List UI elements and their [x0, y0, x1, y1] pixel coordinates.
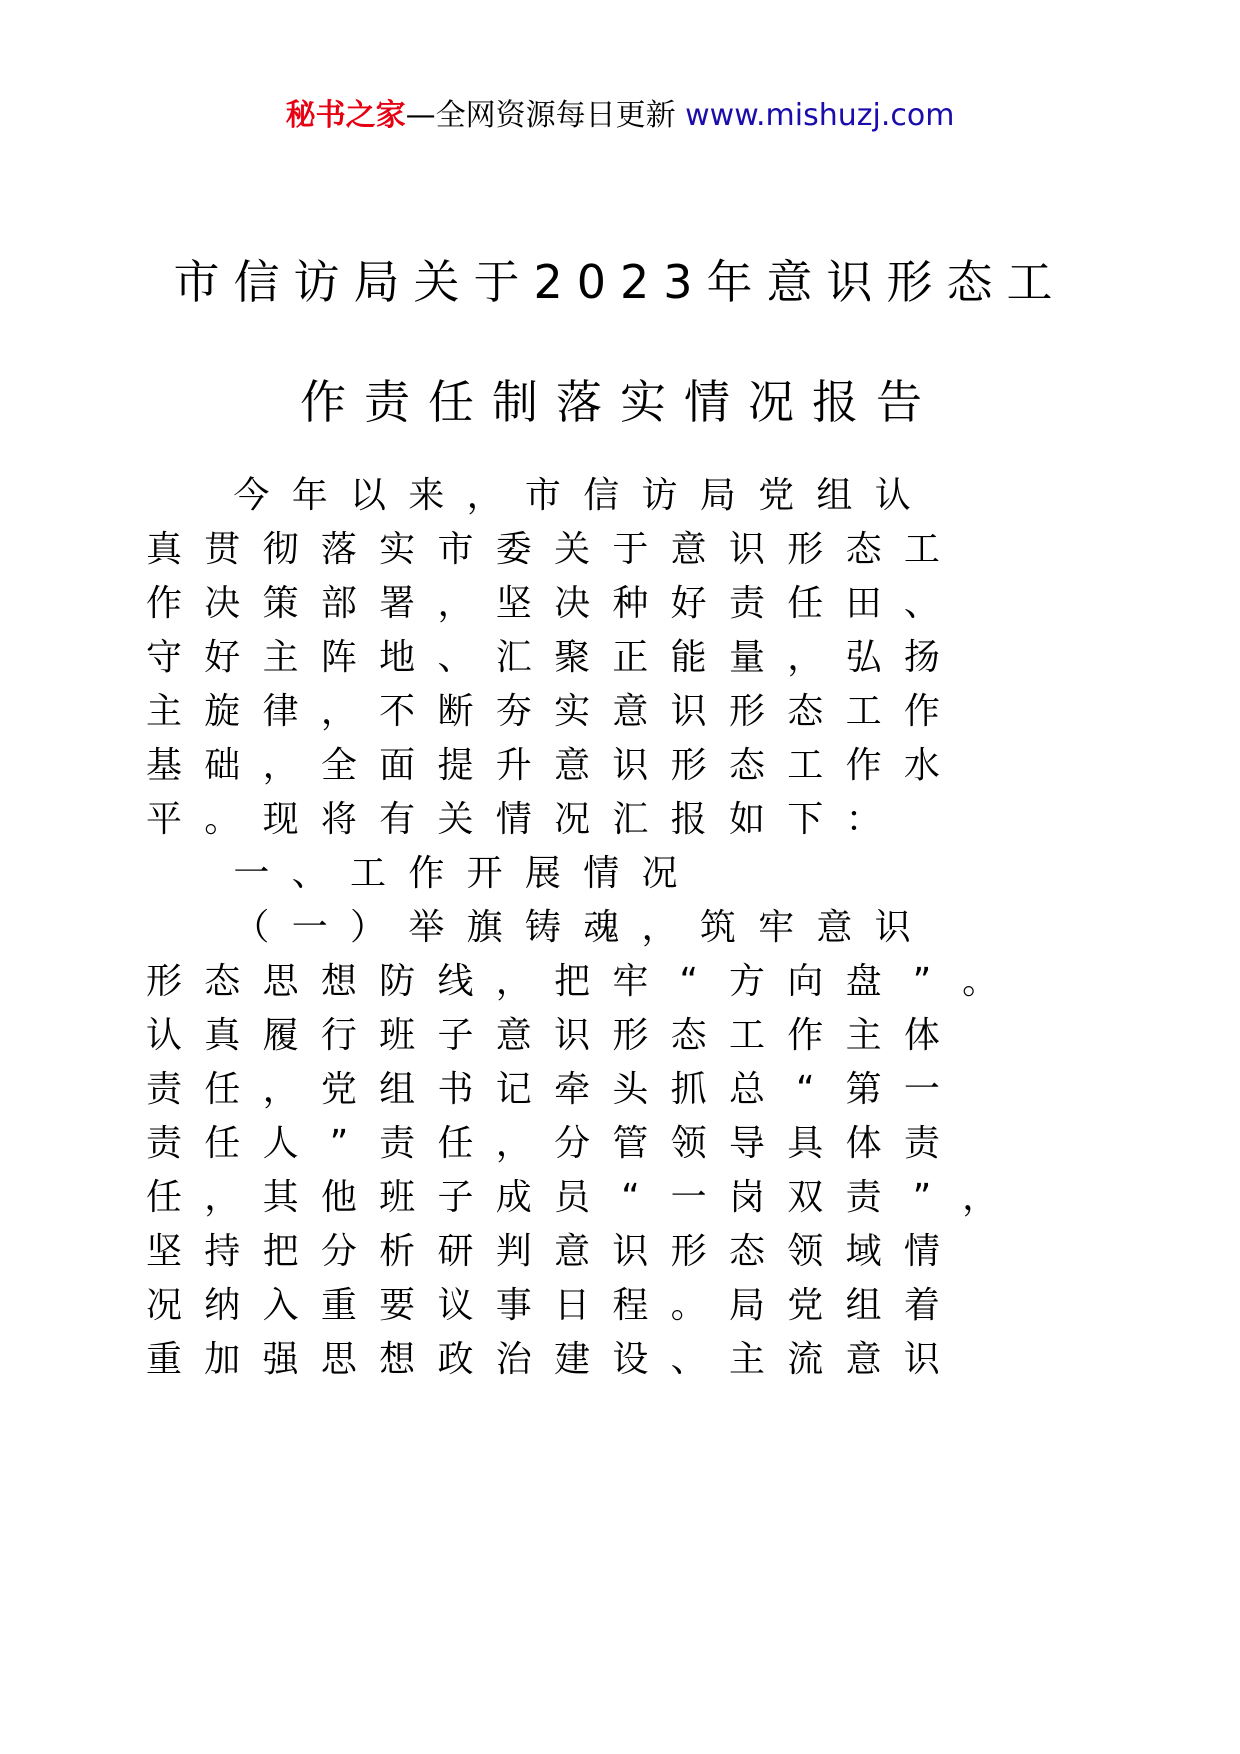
body-char: 形 [670, 1231, 707, 1272]
body-char: 牢 [612, 961, 649, 1002]
body-char: 责 [145, 1069, 182, 1110]
body-char: 思 [320, 1339, 357, 1380]
body-char: 工 [845, 691, 882, 732]
body-char: 一 [233, 853, 270, 894]
body-line [0, 1168, 1240, 1228]
body-char: 坚 [495, 583, 532, 624]
body-char: 况 [641, 853, 678, 894]
body-char: 关 [554, 529, 591, 570]
body-char: 提 [437, 745, 474, 786]
body-char: 管 [612, 1123, 649, 1164]
body-char: 魂 [583, 907, 620, 948]
body-char: 任 [204, 1123, 241, 1164]
body-line [0, 682, 1240, 742]
body-line [0, 520, 1240, 580]
body-char: 持 [204, 1231, 241, 1272]
body-char: 、 [903, 583, 940, 624]
body-char: 责 [145, 1123, 182, 1164]
body-line [0, 1114, 1240, 1174]
body-char: 夯 [495, 691, 532, 732]
body-char: “ [679, 961, 699, 1002]
body-char: 想 [379, 1339, 416, 1380]
body-char: 、 [437, 637, 474, 678]
body-line [0, 628, 1240, 688]
body-char: 市 [437, 529, 474, 570]
brand-name: 秘书之家 [285, 98, 406, 133]
body-char: 形 [670, 745, 707, 786]
body-line [0, 952, 1240, 1012]
body-char: 守 [145, 637, 182, 678]
body-char: （ [233, 907, 270, 948]
body-char: 情 [583, 853, 620, 894]
body-line [0, 736, 1240, 796]
body-char: 班 [379, 1015, 416, 1056]
body-char: 着 [903, 1285, 940, 1326]
body-char: 子 [437, 1015, 474, 1056]
body-char: 聚 [554, 637, 591, 678]
body-char: 年 [291, 475, 328, 516]
body-char: 子 [437, 1177, 474, 1218]
body-char: 识 [903, 1339, 940, 1380]
body-line [0, 1330, 1240, 1390]
body-char: 强 [262, 1339, 299, 1380]
body-char: 工 [787, 745, 824, 786]
body-char: 决 [204, 583, 241, 624]
body-char: 思 [262, 961, 299, 1002]
header-slogan: —全网资源每日更新 [405, 98, 686, 133]
body-char: “ [795, 1069, 815, 1110]
body-char: 体 [903, 1015, 940, 1056]
body-char: 态 [204, 961, 241, 1002]
body-char: 筑 [699, 907, 736, 948]
body-char: 书 [437, 1069, 474, 1110]
body-char: 防 [379, 961, 416, 1002]
body-char: 。 [670, 1285, 707, 1326]
body-char: 牵 [554, 1069, 591, 1110]
body-char: 报 [670, 799, 707, 840]
body-char: 责 [728, 583, 765, 624]
body-char: 域 [845, 1231, 882, 1272]
body-char: 任 [437, 1123, 474, 1164]
document-title-line-2: 作责任制落实情况报告 [300, 375, 940, 429]
body-char: 正 [612, 637, 649, 678]
body-char: 作 [408, 853, 445, 894]
body-char: 履 [262, 1015, 299, 1056]
body-char: 好 [670, 583, 707, 624]
body-char: 旗 [466, 907, 503, 948]
body-char: 分 [554, 1123, 591, 1164]
body-char: 部 [320, 583, 357, 624]
body-char: 局 [728, 1285, 765, 1326]
body-char: 识 [612, 745, 649, 786]
body-char: 情 [903, 1231, 940, 1272]
body-char: 。 [204, 799, 241, 840]
body-line [0, 1276, 1240, 1336]
body-char: 意 [670, 529, 707, 570]
body-char: 田 [845, 583, 882, 624]
body-char: 一 [291, 907, 328, 948]
body-char: 入 [262, 1285, 299, 1326]
body-char: 判 [495, 1231, 532, 1272]
body-char: 向 [787, 961, 824, 1002]
body-line [0, 574, 1240, 634]
body-char: 。 [962, 961, 999, 1002]
body-char: 种 [612, 583, 649, 624]
body-char: 局 [699, 475, 736, 516]
body-line [0, 844, 1240, 904]
body-char: 牢 [758, 907, 795, 948]
body-char: 阵 [320, 637, 357, 678]
body-char: 态 [845, 529, 882, 570]
body-char: 任 [145, 1177, 182, 1218]
body-char: 情 [495, 799, 532, 840]
body-char: 形 [145, 961, 182, 1002]
body-char: 工 [350, 853, 387, 894]
body-char: 建 [554, 1339, 591, 1380]
body-char: ： [845, 799, 882, 840]
body-char: 以 [350, 475, 387, 516]
body-char: 、 [670, 1339, 707, 1380]
body-char: 举 [408, 907, 445, 948]
body-char: 议 [437, 1285, 474, 1326]
body-char: 形 [787, 529, 824, 570]
body-char: ， [495, 1123, 532, 1164]
body-char: 日 [554, 1285, 591, 1326]
body-char: 意 [845, 1339, 882, 1380]
body-char: 弘 [845, 637, 882, 678]
body-char: 识 [874, 907, 911, 948]
body-char: 态 [787, 691, 824, 732]
body-char: 主 [845, 1015, 882, 1056]
body-char: 识 [670, 691, 707, 732]
body-char: 认 [874, 475, 911, 516]
body-line [0, 790, 1240, 850]
body-line [0, 1060, 1240, 1120]
body-char: ） [350, 907, 387, 948]
body-char: 其 [262, 1177, 299, 1218]
body-char: 落 [320, 529, 357, 570]
body-char: 今 [233, 475, 270, 516]
body-char: 市 [524, 475, 561, 516]
body-char: 研 [437, 1231, 474, 1272]
body-char: 升 [495, 745, 532, 786]
body-char: 来 [408, 475, 445, 516]
body-char: 关 [437, 799, 474, 840]
body-char: 加 [204, 1339, 241, 1380]
body-char: 况 [554, 799, 591, 840]
body-char: 想 [320, 961, 357, 1002]
body-char: 政 [437, 1339, 474, 1380]
body-char: ， [466, 475, 503, 516]
body-char: 责 [845, 1177, 882, 1218]
body-char: 量 [728, 637, 765, 678]
body-char: 任 [204, 1069, 241, 1110]
body-char: 重 [145, 1339, 182, 1380]
body-char: 署 [379, 583, 416, 624]
body-char: ， [320, 691, 357, 732]
body-char: 组 [379, 1069, 416, 1110]
body-char: 双 [787, 1177, 824, 1218]
body-char: 事 [495, 1285, 532, 1326]
body-char: 责 [903, 1123, 940, 1164]
body-char: 总 [728, 1069, 765, 1110]
body-char: 把 [554, 961, 591, 1002]
body-char: 旋 [204, 691, 241, 732]
body-line [0, 1222, 1240, 1282]
body-char: 彻 [262, 529, 299, 570]
body-char: 组 [816, 475, 853, 516]
site-header [0, 96, 1240, 136]
body-char: 识 [728, 529, 765, 570]
body-char: 组 [845, 1285, 882, 1326]
body-char: 识 [554, 1015, 591, 1056]
body-char: 第 [845, 1069, 882, 1110]
site-url[interactable]: www.mishuzj.com [685, 98, 955, 133]
body-char: 分 [320, 1231, 357, 1272]
body-char: 党 [787, 1285, 824, 1326]
body-char: 作 [787, 1015, 824, 1056]
body-char: 行 [320, 1015, 357, 1056]
body-char: 断 [437, 691, 474, 732]
body-char: 析 [379, 1231, 416, 1272]
body-char: 现 [262, 799, 299, 840]
body-char: 党 [758, 475, 795, 516]
body-char: 面 [379, 745, 416, 786]
body-char: ” [912, 961, 932, 1002]
body-char: 真 [204, 1015, 241, 1056]
body-char: 访 [641, 475, 678, 516]
body-char: 作 [903, 691, 940, 732]
document-title-line-1: 市信访局关于2023年意识形态工 [173, 255, 1067, 309]
body-char: 领 [670, 1123, 707, 1164]
body-char: 有 [379, 799, 416, 840]
body-char: 盘 [845, 961, 882, 1002]
body-char: 意 [816, 907, 853, 948]
body-char: 作 [145, 583, 182, 624]
body-char: 础 [204, 745, 241, 786]
body-char: 全 [320, 745, 357, 786]
body-char: 水 [903, 745, 940, 786]
body-line [0, 1006, 1240, 1066]
body-char: 策 [262, 583, 299, 624]
body-char: 记 [495, 1069, 532, 1110]
body-char: 下 [787, 799, 824, 840]
body-char: 形 [612, 1015, 649, 1056]
body-char: 人 [262, 1123, 299, 1164]
body-char: ， [437, 583, 474, 624]
body-char: 实 [554, 691, 591, 732]
body-char: ” [912, 1177, 932, 1218]
body-char: 态 [728, 1231, 765, 1272]
body-char: 体 [845, 1123, 882, 1164]
body-char: 一 [903, 1069, 940, 1110]
body-char: 纳 [204, 1285, 241, 1326]
body-char: 律 [262, 691, 299, 732]
body-char: ， [262, 1069, 299, 1110]
body-char: 主 [262, 637, 299, 678]
body-char: 主 [145, 691, 182, 732]
body-char: 如 [728, 799, 765, 840]
body-char: 实 [379, 529, 416, 570]
body-char: 汇 [612, 799, 649, 840]
body-char: 意 [554, 1231, 591, 1272]
body-char: ， [787, 637, 824, 678]
body-char: 把 [262, 1231, 299, 1272]
body-char: 班 [379, 1177, 416, 1218]
body-char: 好 [204, 637, 241, 678]
body-char: 铸 [524, 907, 561, 948]
body-char: 况 [145, 1285, 182, 1326]
body-char: 党 [320, 1069, 357, 1110]
body-char: 员 [554, 1177, 591, 1218]
body-char: 态 [670, 1015, 707, 1056]
body-char: 线 [437, 961, 474, 1002]
body-char: ” [329, 1123, 349, 1164]
body-char: 程 [612, 1285, 649, 1326]
body-char: 主 [728, 1339, 765, 1380]
body-char: 坚 [145, 1231, 182, 1272]
body-char: 展 [524, 853, 561, 894]
body-char: 设 [612, 1339, 649, 1380]
body-char: 流 [787, 1339, 824, 1380]
body-char: 具 [787, 1123, 824, 1164]
body-char: 、 [291, 853, 328, 894]
body-char: ， [962, 1177, 999, 1218]
body-char: 要 [379, 1285, 416, 1326]
body-char: ， [204, 1177, 241, 1218]
body-char: 地 [379, 637, 416, 678]
body-char: 信 [583, 475, 620, 516]
body-char: ， [262, 745, 299, 786]
body-char: 贯 [204, 529, 241, 570]
body-char: 形 [728, 691, 765, 732]
body-char: 岗 [728, 1177, 765, 1218]
body-char: 汇 [495, 637, 532, 678]
body-char: 能 [670, 637, 707, 678]
body-char: 一 [670, 1177, 707, 1218]
body-char: 意 [554, 745, 591, 786]
body-char: 扬 [903, 637, 940, 678]
body-char: 工 [903, 529, 940, 570]
body-char: 作 [845, 745, 882, 786]
body-char: 决 [554, 583, 591, 624]
body-char: 方 [728, 961, 765, 1002]
body-char: 基 [145, 745, 182, 786]
body-char: 责 [379, 1123, 416, 1164]
body-char: 导 [728, 1123, 765, 1164]
body-char: 于 [612, 529, 649, 570]
body-char: 态 [728, 745, 765, 786]
body-line [0, 898, 1240, 958]
body-char: 识 [612, 1231, 649, 1272]
body-char: 开 [466, 853, 503, 894]
body-char: 头 [612, 1069, 649, 1110]
body-char: 抓 [670, 1069, 707, 1110]
body-char: 他 [320, 1177, 357, 1218]
body-char: “ [621, 1177, 640, 1218]
body-char: 治 [495, 1339, 532, 1380]
body-char: 领 [787, 1231, 824, 1272]
body-line [0, 466, 1240, 526]
body-char: 任 [787, 583, 824, 624]
body-char: 真 [145, 529, 182, 570]
body-char: 意 [612, 691, 649, 732]
body-char: 意 [495, 1015, 532, 1056]
body-char: 平 [145, 799, 182, 840]
body-char: 委 [495, 529, 532, 570]
body-char: 工 [728, 1015, 765, 1056]
body-char: ， [641, 907, 678, 948]
body-char: 成 [495, 1177, 532, 1218]
body-char: 不 [379, 691, 416, 732]
body-char: ， [495, 961, 532, 1002]
body-char: 重 [320, 1285, 357, 1326]
body-char: 认 [145, 1015, 182, 1056]
body-char: 将 [320, 799, 357, 840]
